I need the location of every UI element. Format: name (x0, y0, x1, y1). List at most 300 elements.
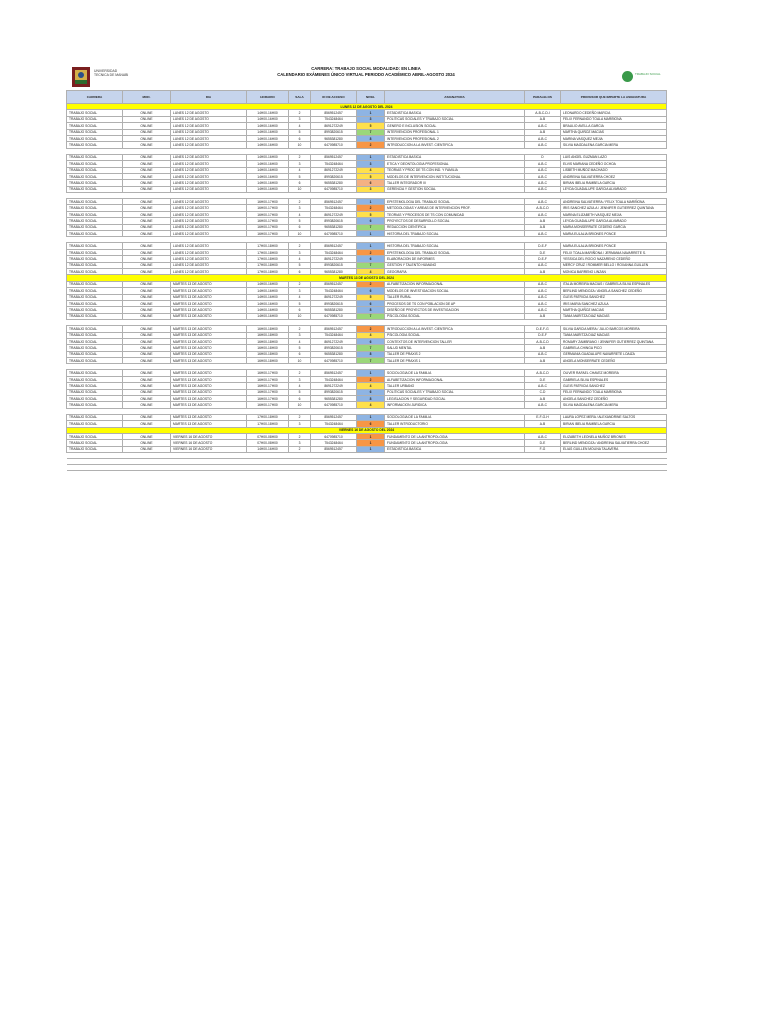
table-cell: GEOGRAFIA (385, 268, 525, 274)
table-cell: FUNDAMENTO DE LA ANTROPOLOGIA (385, 433, 525, 439)
table-cell: 7543248464 (311, 205, 357, 211)
table-cell: MONICA BARRENO LINZAN (561, 268, 667, 274)
table-cell: ONLINE (123, 440, 171, 446)
table-cell: TRABAJO SOCIAL (67, 313, 123, 319)
table-cell: 16H00-17H00 (247, 396, 289, 402)
table-cell: ONLINE (123, 224, 171, 230)
table-cell: LUNES 12 DE AGOSTO (171, 205, 247, 211)
table-cell: 8569512457 (311, 110, 357, 116)
table-cell: LUNES 12 DE AGOSTO (171, 199, 247, 205)
table-cell: 5 (289, 129, 311, 135)
table-cell: 9655381280 (311, 351, 357, 357)
faculty-logo-icon (622, 71, 633, 82)
table-cell: ONLINE (123, 376, 171, 382)
table-cell: SOCIOLOGIA DE LA FAMILIA (385, 370, 525, 376)
table-cell: 4 (289, 294, 311, 300)
table-cell: A-B-C-D (525, 370, 561, 376)
table-cell: TRABAJO SOCIAL (67, 376, 123, 382)
table-cell: A-B-C (525, 173, 561, 179)
table-cell: GENERO E INCLUSION SOCIAL (385, 123, 525, 129)
table-cell: TRABAJO SOCIAL (67, 167, 123, 173)
table-cell: 14H00-16H00 (247, 167, 289, 173)
table-cell: A-B-C (525, 351, 561, 357)
level-cell: 8 (357, 396, 385, 402)
table-cell: 17H00-18H00 (247, 243, 289, 249)
table-cell: 3 (289, 161, 311, 167)
table-cell: TRABAJO SOCIAL (67, 402, 123, 408)
table-cell: ONLINE (123, 389, 171, 395)
table-cell: 6470985710 (311, 231, 357, 237)
table-cell: TALLER RURAL (385, 294, 525, 300)
table-cell: LUNES 12 DE AGOSTO (171, 116, 247, 122)
table-cell: ONLINE (123, 421, 171, 427)
table-cell: 16H00-17H00 (247, 402, 289, 408)
document-header (66, 62, 666, 90)
table-cell: 3 (289, 440, 311, 446)
table-cell: 6470985710 (311, 313, 357, 319)
table-cell: 07H00-08H00 (247, 433, 289, 439)
table-cell: TRABAJO SOCIAL (67, 154, 123, 160)
table-cell: 2 (289, 433, 311, 439)
table-cell: 16H00-17H00 (247, 383, 289, 389)
level-cell: 1 (357, 370, 385, 376)
table-cell: A-B (525, 358, 561, 364)
table-cell: 14H00-16H00 (247, 116, 289, 122)
table-cell: 2 (289, 110, 311, 116)
table-cell: 10 (289, 142, 311, 148)
table-cell: 8691272249 (311, 211, 357, 217)
table-cell: A-B-C (525, 142, 561, 148)
table-cell: GLEIS PATRICIA SANCHEZ (561, 383, 667, 389)
table-cell: MARTES 13 DE AGOSTO (171, 358, 247, 364)
table-cell: A-B-C (525, 211, 561, 217)
table-cell: 8569512457 (311, 243, 357, 249)
table-cell: MARTES 13 DE AGOSTO (171, 338, 247, 344)
table-cell: LUNES 12 DE AGOSTO (171, 129, 247, 135)
table-cell: A-B-C (525, 433, 561, 439)
level-cell: 7 (357, 345, 385, 351)
table-cell: 14H00-16H00 (247, 281, 289, 287)
level-cell: 6 (357, 300, 385, 306)
level-cell: 6 (357, 389, 385, 395)
table-cell: LUNES 12 DE AGOSTO (171, 142, 247, 148)
table-cell: SILVIA GARCIA MERA / JULIO BARCOS MOREIRA (561, 326, 667, 332)
table-cell: 16H00-17H00 (247, 370, 289, 376)
level-cell: 1 (357, 110, 385, 116)
table-cell: 6470985710 (311, 402, 357, 408)
table-cell: 9655381280 (311, 180, 357, 186)
table-cell: 17H00-18H00 (247, 268, 289, 274)
table-cell: 17H00-18H00 (247, 249, 289, 255)
table-cell: 6470985710 (311, 433, 357, 439)
column-header: DIA (171, 91, 247, 104)
table-cell: 4 (289, 167, 311, 173)
table-cell: ONLINE (123, 116, 171, 122)
table-cell: A-B-C (525, 123, 561, 129)
table-cell: FELIX TOALA MARIÑONA / JERMANIA NAVARRETE S. (561, 249, 667, 255)
table-cell: 14H00-16H00 (247, 300, 289, 306)
table-cell: TALLER INTEGRADOR III (385, 180, 525, 186)
table-cell: MARTES 13 DE AGOSTO (171, 326, 247, 332)
table-cell: 8691272249 (311, 338, 357, 344)
empty-row (67, 465, 667, 471)
table-cell: 8569512457 (311, 414, 357, 420)
table-cell: MARTHA QUIÑOZ MACIAS (561, 129, 667, 135)
table-cell: 6470985710 (311, 358, 357, 364)
table-cell: 8569512457 (311, 446, 357, 452)
table-cell: INTRODUCCION A LA INVEST. CIENTIFICA (385, 142, 525, 148)
column-header: NIVEL (357, 91, 385, 104)
table-cell: 14H00-16H00 (247, 294, 289, 300)
table-cell: 10 (289, 231, 311, 237)
table-cell: 17H00-18H00 (247, 421, 289, 427)
title-line-2: CALENDARIO EXÁMENES ÚNICO VIRTUAL PERIODO ACADÉMICO ABRIL-AGOSTO 2024 (277, 72, 455, 77)
table-cell: ONLINE (123, 205, 171, 211)
table-cell: ONLINE (123, 396, 171, 402)
table-cell: A-B (525, 116, 561, 122)
table-cell: TRABAJO SOCIAL (67, 110, 123, 116)
table-cell: TRABAJO SOCIAL (67, 116, 123, 122)
table-cell: 8691272249 (311, 256, 357, 262)
table-cell: MODELOS DE INVESTIGACION SOCIAL (385, 288, 525, 294)
table-cell: MARTES 13 DE AGOSTO (171, 281, 247, 287)
table-cell: ANGELA SANCHEZ CEDEÑO (561, 396, 667, 402)
table-cell: D-E-F-G (525, 326, 561, 332)
table-cell: A-B-C (525, 262, 561, 268)
table-cell: LEGISLACION Y SEGURIDAD SOCIAL (385, 396, 525, 402)
table-cell: D-E (525, 249, 561, 255)
table-cell: EPISTEMOLOGIA DEL TRABAJO SOCIAL (385, 199, 525, 205)
table-cell: 5 (289, 300, 311, 306)
column-header: SALA (289, 91, 311, 104)
title-line-1: CARRERA: TRABAJO SOCIAL MODALIDAD: EN LINEA (311, 66, 421, 71)
table-cell: 6 (289, 224, 311, 230)
table-cell: 8569512457 (311, 281, 357, 287)
table-cell: TRABAJO SOCIAL (67, 142, 123, 148)
table-cell: E-F-G-H (525, 414, 561, 420)
table-cell: A-B-C (525, 288, 561, 294)
table-cell: 3 (289, 288, 311, 294)
level-cell: 8 (357, 351, 385, 357)
table-cell: 14H00-16H00 (247, 161, 289, 167)
table-cell: 14H00-16H00 (247, 129, 289, 135)
table-cell: A-B-C (525, 402, 561, 408)
table-cell: 6 (289, 180, 311, 186)
table-cell: BIRIAN IBELIA RAMBELA GARCIA (561, 421, 667, 427)
level-cell: 1 (357, 433, 385, 439)
table-cell: EPISTEMOLOGIA DEL TRABAJO SOCIAL (385, 249, 525, 255)
table-cell: TRABAJO SOCIAL (67, 205, 123, 211)
table-cell: 3 (289, 421, 311, 427)
table-cell: 4 (289, 338, 311, 344)
level-cell: 1 (357, 231, 385, 237)
table-cell: LUNES 12 DE AGOSTO (171, 180, 247, 186)
table-cell: ONLINE (123, 446, 171, 452)
table-cell: ONLINE (123, 211, 171, 217)
level-cell: 3 (357, 116, 385, 122)
table-cell: 8993820615 (311, 218, 357, 224)
table-cell: LAURA LOPEZ MERA / ALEXANDRINE SALTOS (561, 414, 667, 420)
table-cell: A-B-C (525, 231, 561, 237)
table-cell: ONLINE (123, 402, 171, 408)
table-cell: ANDREINA SALVATIERRA / FELIX TOALA MARIÑONA (561, 199, 667, 205)
faculty-logo (622, 71, 662, 83)
table-cell: TALLER DE PRAXIS 2 (385, 351, 525, 357)
table-cell: GERMANIA GUADALUPE NAVARRETE LOAIZA (561, 351, 667, 357)
level-cell: 8 (357, 135, 385, 141)
table-cell: ESTADISTICA BASICA (385, 110, 525, 116)
table-cell: TRABAJO SOCIAL (67, 123, 123, 129)
level-cell: 4 (357, 268, 385, 274)
table-cell: TRABAJO SOCIAL (67, 218, 123, 224)
table-cell: D-E-F (525, 243, 561, 249)
table-cell: LUNES 12 DE AGOSTO (171, 186, 247, 192)
table-cell: TRABAJO SOCIAL (67, 243, 123, 249)
table-cell: ONLINE (123, 186, 171, 192)
table-cell: 16H00-18H00 (247, 351, 289, 357)
column-header: HORARIO (247, 91, 289, 104)
level-cell: 6 (357, 256, 385, 262)
table-cell: ONLINE (123, 154, 171, 160)
level-cell: 6 (357, 338, 385, 344)
table-cell: D (525, 154, 561, 160)
table-cell: ONLINE (123, 300, 171, 306)
table-cell: HISTORIA DEL TRABAJO SOCIAL (385, 231, 525, 237)
table-cell: TRABAJO SOCIAL (67, 231, 123, 237)
level-cell: 7 (357, 358, 385, 364)
table-cell: 2 (289, 414, 311, 420)
table-cell: MARTES 13 DE AGOSTO (171, 351, 247, 357)
level-cell: 3 (357, 161, 385, 167)
table-cell: 6 (289, 135, 311, 141)
table-cell: INTERVENCION PROFESIONAL 1 (385, 129, 525, 135)
table-cell: LUNES 12 DE AGOSTO (171, 135, 247, 141)
table-cell: 14H00-16H00 (247, 313, 289, 319)
table-cell: ONLINE (123, 313, 171, 319)
table-cell: LEONARDO CEDEÑO MARCIA (561, 110, 667, 116)
table-cell: INTRODUCCION A LA INVEST. CIENTIFICA (385, 326, 525, 332)
table-cell: 4 (289, 256, 311, 262)
level-cell: 5 (357, 211, 385, 217)
table-cell: PSICOLOGIA SOCIAL (385, 313, 525, 319)
table-cell: SILVIA MAGDALENA GARCIA MERA (561, 142, 667, 148)
table-cell: MARTES 13 DE AGOSTO (171, 307, 247, 313)
table-cell: 5 (289, 389, 311, 395)
table-cell: BRAULIO AVELLA GARCIA (561, 123, 667, 129)
table-cell: LUNES 12 DE AGOSTO (171, 243, 247, 249)
table-cell: A-B-C (525, 294, 561, 300)
level-cell: 2 (357, 249, 385, 255)
column-header: PARALELOS (525, 91, 561, 104)
table-cell: 7543248464 (311, 249, 357, 255)
table-cell: ONLINE (123, 110, 171, 116)
column-header: ID DE ACCESO (311, 91, 357, 104)
table-cell: MARTES 13 DE AGOSTO (171, 383, 247, 389)
table-cell: A-B (525, 218, 561, 224)
table-cell: ONLINE (123, 167, 171, 173)
table-cell: FUNDAMENTO DE LA ANTROPOLOGIA (385, 440, 525, 446)
table-cell: 16H00-18H00 (247, 345, 289, 351)
table-cell: 8993820615 (311, 173, 357, 179)
table-cell: 14H00-16H00 (247, 446, 289, 452)
table-cell: 8691272249 (311, 383, 357, 389)
table-cell: ONLINE (123, 123, 171, 129)
table-cell: C-D (525, 389, 561, 395)
table-cell: ONLINE (123, 414, 171, 420)
table-cell: MARINA VASQUEZ MEJIA (561, 135, 667, 141)
table-cell: ANGELA MONSERRATE CEDEÑO (561, 358, 667, 364)
table-cell: GLEIS PATRICIA SANCHEZ (561, 294, 667, 300)
table-cell: 8691272249 (311, 167, 357, 173)
table-cell: PSICOLOGIA SOCIAL (385, 332, 525, 338)
table-cell: MARTES 13 DE AGOSTO (171, 389, 247, 395)
document-title (226, 66, 506, 78)
table-cell: TANIA MARITZA DIAZ MACIAS (561, 313, 667, 319)
table-cell: TRABAJO SOCIAL (67, 262, 123, 268)
table-cell: TRABAJO SOCIAL (67, 421, 123, 427)
table-cell: BIRIAN IBELIA RAMBELA GARCIA (561, 180, 667, 186)
table-cell: TRABAJO SOCIAL (67, 326, 123, 332)
table-cell: MARTES 13 DE AGOSTO (171, 414, 247, 420)
table-cell: 16H00-17H00 (247, 224, 289, 230)
table-cell: ONLINE (123, 243, 171, 249)
table-cell: A-B (525, 313, 561, 319)
table-cell: MARTES 13 DE AGOSTO (171, 396, 247, 402)
level-cell: 4 (357, 167, 385, 173)
table-cell: LUNES 12 DE AGOSTO (171, 154, 247, 160)
table-cell: BERLIND MENDOZA / ANGELA SANCHEZ CEDEÑO (561, 288, 667, 294)
table-cell: F-G (525, 446, 561, 452)
table-cell: ONLINE (123, 268, 171, 274)
table-cell: ESTADISTICA BASICA (385, 154, 525, 160)
table-cell: 3 (289, 249, 311, 255)
table-cell: 16H00-17H00 (247, 199, 289, 205)
table-cell: POLITICAS SOCIALES Y TRABAJO SOCIAL (385, 116, 525, 122)
table-cell: A-B-C (525, 161, 561, 167)
table-cell: D-E (525, 440, 561, 446)
spreadsheet (66, 62, 666, 471)
column-header-row (67, 91, 667, 104)
table-cell: ONLINE (123, 173, 171, 179)
table-cell: TANIA MARITZA DIAZ MACIAS (561, 332, 667, 338)
table-cell: ONLINE (123, 294, 171, 300)
table-cell: 16H00-17H00 (247, 218, 289, 224)
table-cell: TRABAJO SOCIAL (67, 186, 123, 192)
table-cell: ONLINE (123, 180, 171, 186)
table-cell: TRABAJO SOCIAL (67, 332, 123, 338)
table-cell: A-B (525, 224, 561, 230)
table-cell: CONTEXTOS DE INTERVENCION TALLER (385, 338, 525, 344)
table-cell: ALFABETIZACION INFORMACIONAL (385, 376, 525, 382)
table-cell: 8993820615 (311, 345, 357, 351)
table-cell: LISBETH MUÑOZ MACHADO (561, 167, 667, 173)
table-cell: ROMARY ZAMBRANO / JENNIFER GUTIERREZ QUINTANA (561, 338, 667, 344)
table-cell: 14H00-16H00 (247, 307, 289, 313)
table-cell: POLITICAS SOCIALES Y TRABAJO SOCIAL (385, 389, 525, 395)
table-cell: 2 (289, 446, 311, 452)
table-cell: ONLINE (123, 262, 171, 268)
table-cell: ONLINE (123, 256, 171, 262)
table-cell: LUNES 12 DE AGOSTO (171, 231, 247, 237)
table-cell: 7543248464 (311, 440, 357, 446)
table-cell: 16H00-17H00 (247, 205, 289, 211)
table-cell: LUNES 12 DE AGOSTO (171, 110, 247, 116)
table-cell: MARTES 13 DE AGOSTO (171, 376, 247, 382)
table-cell: 9655381280 (311, 224, 357, 230)
table-cell: 6 (289, 268, 311, 274)
table-cell: 9655381280 (311, 135, 357, 141)
table-cell: LUNES 12 DE AGOSTO (171, 173, 247, 179)
table-cell: LUNES 12 DE AGOSTO (171, 262, 247, 268)
table-cell: TRABAJO SOCIAL (67, 396, 123, 402)
table-cell: 8993820615 (311, 262, 357, 268)
table-cell: 10 (289, 402, 311, 408)
table-cell: ONLINE (123, 142, 171, 148)
table-cell: TRABAJO SOCIAL (67, 256, 123, 262)
table-cell: 8993820615 (311, 389, 357, 395)
table-cell: 10 (289, 313, 311, 319)
table-cell: A-B-C (525, 300, 561, 306)
table-cell: 16H00-17H00 (247, 389, 289, 395)
level-cell: 5 (357, 294, 385, 300)
table-cell: ONLINE (123, 281, 171, 287)
table-cell: TRABAJO SOCIAL (67, 446, 123, 452)
table-cell: 5 (289, 345, 311, 351)
level-cell: 1 (357, 243, 385, 249)
table-cell: GESTION Y TALENTO HUMANO (385, 262, 525, 268)
table-cell: MARTES 13 DE AGOSTO (171, 402, 247, 408)
table-cell: D-E (525, 376, 561, 382)
table-cell: MERCY CRUZ / ROMMER BELLO / ROXANNA GUILLEN (561, 262, 667, 268)
table-cell: ONLINE (123, 338, 171, 344)
table-cell: TEORIAS Y PROC DE TS CON IND. Y FAMILIA (385, 167, 525, 173)
table-cell: 14H00-16H00 (247, 173, 289, 179)
table-cell: VIERNES 16 DE AGOSTO (171, 446, 247, 452)
table-cell: MARTES 13 DE AGOSTO (171, 332, 247, 338)
table-cell: 7543248464 (311, 161, 357, 167)
level-cell: 2 (357, 326, 385, 332)
table-cell: 17H00-18H00 (247, 262, 289, 268)
table-cell: INTERVENCION PROFESIONAL 2 (385, 135, 525, 141)
table-cell: 8569512457 (311, 370, 357, 376)
column-header: ASIGNATURA (385, 91, 525, 104)
table-cell: TRABAJO SOCIAL (67, 294, 123, 300)
table-cell: 8569512457 (311, 326, 357, 332)
table-cell: HISTORIA DEL TRABAJO SOCIAL (385, 243, 525, 249)
table-cell: LUNES 12 DE AGOSTO (171, 256, 247, 262)
table-cell: 2 (289, 154, 311, 160)
table-cell: MARTES 13 DE AGOSTO (171, 345, 247, 351)
table-cell: BERLIND MENDOZA / ANDREINA SALVATIERRA CHOEZ (561, 440, 667, 446)
table-cell: 16H00-17H00 (247, 376, 289, 382)
table-cell: LUNES 12 DE AGOSTO (171, 218, 247, 224)
table-cell: 16H00-18H00 (247, 326, 289, 332)
table-cell: 9655381280 (311, 396, 357, 402)
table-cell: 8569512457 (311, 199, 357, 205)
table-cell: MARTES 13 DE AGOSTO (171, 288, 247, 294)
table-cell: LUNES 12 DE AGOSTO (171, 268, 247, 274)
exam-schedule-table (66, 90, 667, 471)
level-cell: 7 (357, 313, 385, 319)
table-cell: A-B (525, 268, 561, 274)
table-cell: A-B-C (525, 180, 561, 186)
table-cell: TRABAJO SOCIAL (67, 414, 123, 420)
table-cell: GERENCIA Y GESTION SOCIAL (385, 186, 525, 192)
table-cell: 4 (289, 123, 311, 129)
table-cell: ONLINE (123, 249, 171, 255)
day-band-label: VIERNES 16 DE AGOSTO DEL 2024 (67, 427, 667, 433)
table-cell: ONLINE (123, 161, 171, 167)
